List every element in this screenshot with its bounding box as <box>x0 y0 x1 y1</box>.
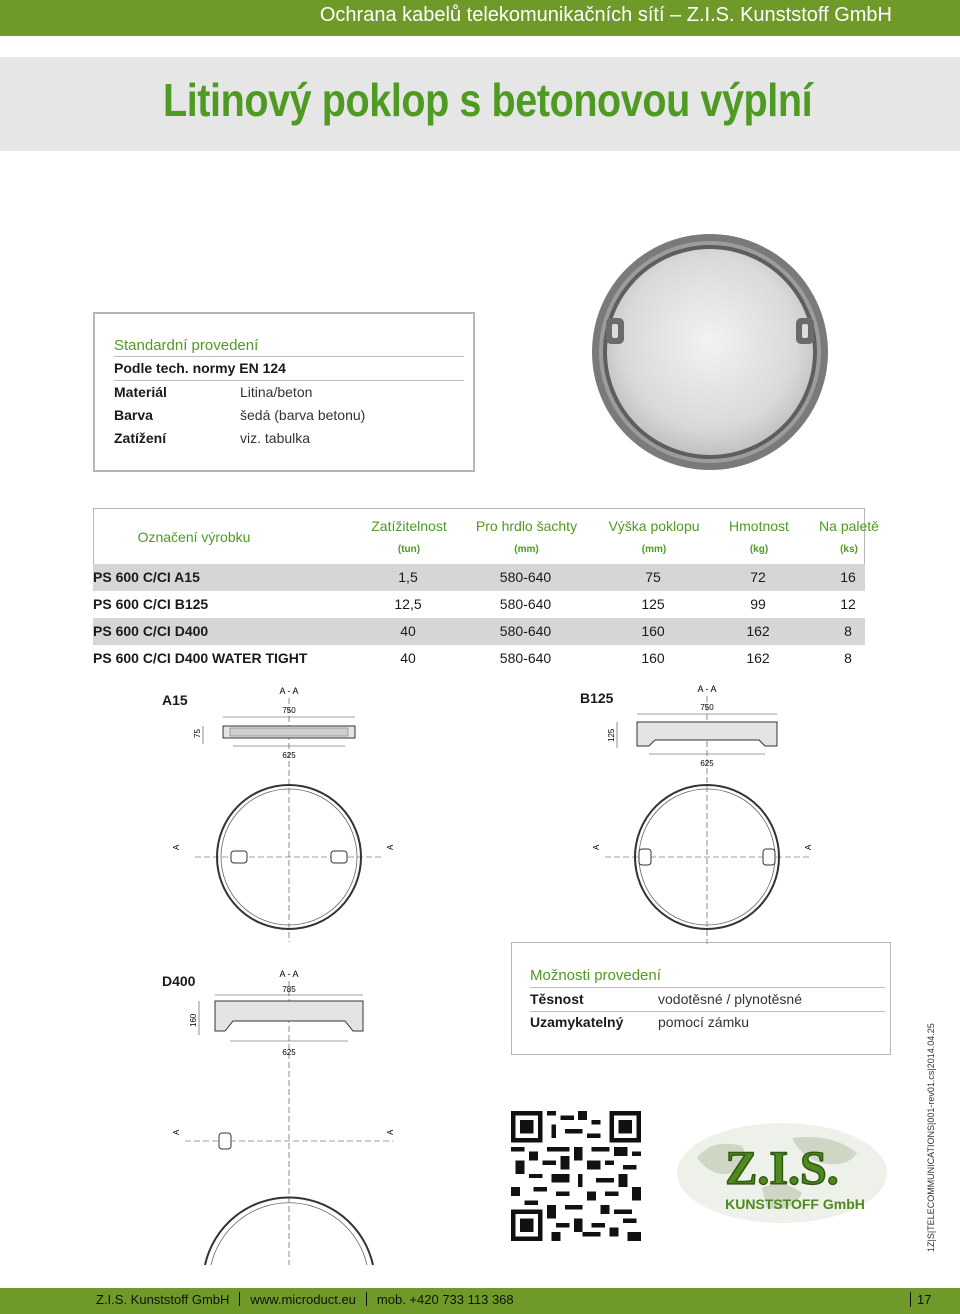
col-unit: (kg) <box>749 544 769 555</box>
cell: 160 <box>641 650 665 666</box>
col-header: Hmotnost <box>729 518 789 534</box>
spec-key: Barva <box>114 407 153 423</box>
cell: 580-640 <box>499 650 552 666</box>
drawing-label-a15: A15 <box>162 692 188 708</box>
cell: 12,5 <box>394 596 422 612</box>
dimension-outer: 785 <box>282 985 296 994</box>
cell-product: PS 600 C/CI D400 WATER TIGHT <box>93 650 308 666</box>
cut-label: A <box>172 844 181 850</box>
section-label: A - A <box>279 686 299 696</box>
table-row <box>93 645 865 672</box>
cell-product: PS 600 C/CI B125 <box>93 596 209 612</box>
cell-product: PS 600 C/CI A15 <box>93 569 200 585</box>
drawing-label-b125: B125 <box>580 690 614 706</box>
document-code: 1Z|S|TELECOMMUNICATIONS|001-rev01.cs|2014.04.25 <box>926 1023 936 1252</box>
cell: 16 <box>840 569 856 585</box>
option-key: Těsnost <box>530 991 584 1007</box>
option-value: pomocí zámku <box>658 1014 750 1030</box>
col-header: Na paletě <box>819 518 879 534</box>
cut-label: A <box>172 1129 181 1135</box>
title-band <box>0 57 960 151</box>
table-row <box>93 564 865 591</box>
cell: 162 <box>746 623 770 639</box>
cell-product: PS 600 C/CI D400 <box>93 623 209 639</box>
spec-value: viz. tabulka <box>240 430 311 446</box>
logo-main-text: Z.I.S. <box>725 1142 839 1195</box>
cell: 40 <box>400 650 416 666</box>
cell: 99 <box>750 596 766 612</box>
option-value: vodotěsné / plynotěsné <box>658 991 802 1007</box>
logo-sub-text: KUNSTSTOFF GmbH <box>725 1196 865 1212</box>
spec-key: Zatížení <box>114 430 167 446</box>
col-header: Označení výrobku <box>137 529 251 545</box>
dimension-height: 160 <box>189 1013 198 1027</box>
footer-bar <box>0 1288 960 1314</box>
cell: 40 <box>400 623 416 639</box>
dimension-inner: 625 <box>700 759 714 768</box>
dimension-height: 125 <box>607 728 616 742</box>
cell: 75 <box>645 569 661 585</box>
cut-label: A <box>592 844 601 850</box>
cell: 580-640 <box>499 569 552 585</box>
cut-label: A <box>804 844 813 850</box>
spec-value: Litina/beton <box>240 384 313 400</box>
col-header: Pro hrdlo šachty <box>475 518 578 534</box>
technical-drawing-b125 <box>592 682 835 952</box>
technical-drawing-d400 <box>172 965 425 1265</box>
dimension-inner: 625 <box>282 751 296 760</box>
footer-web-link[interactable]: www.microduct.eu <box>250 1292 356 1307</box>
product-table <box>93 508 879 676</box>
cell: 160 <box>641 623 665 639</box>
cell: 162 <box>746 650 770 666</box>
spec-standard: Podle tech. normy EN 124 <box>114 360 286 376</box>
col-unit: (tun) <box>397 544 421 555</box>
drawing-label-d400: D400 <box>162 973 196 989</box>
separator <box>239 1292 240 1306</box>
spec-value: šedá (barva betonu) <box>240 407 366 423</box>
divider <box>114 356 464 357</box>
qr-code[interactable] <box>511 1111 641 1241</box>
options-box <box>511 942 891 1055</box>
option-key: Uzamykatelný <box>530 1014 624 1030</box>
page-title: Litinový poklop s betonovou výplní <box>163 74 813 126</box>
col-header: Výška poklopu <box>608 518 700 534</box>
section-label: A - A <box>279 969 299 979</box>
page-number: 17 <box>910 1292 931 1307</box>
options-title: Možnosti provedení <box>530 967 661 984</box>
divider <box>530 1011 885 1012</box>
dimension-outer: 750 <box>700 703 714 712</box>
divider <box>114 380 464 381</box>
dimension-height: 75 <box>193 729 202 738</box>
cell: 12 <box>840 596 856 612</box>
zis-logo <box>672 1118 892 1228</box>
header-bar <box>0 0 960 36</box>
col-unit: (ks) <box>840 544 858 555</box>
manhole-cover-photo <box>590 232 830 472</box>
cell: 580-640 <box>499 596 552 612</box>
spec-box <box>93 312 475 472</box>
cell: 8 <box>844 623 852 639</box>
header-text: Ochrana kabelů telekomunikačních sítí – Z.I.S. Kunststoff GmbH <box>319 4 892 26</box>
technical-drawing-a15 <box>172 682 425 952</box>
spec-key: Materiál <box>114 384 167 400</box>
cut-label: A <box>386 844 395 850</box>
col-unit: (mm) <box>514 544 539 555</box>
cell: 580-640 <box>499 623 552 639</box>
table-header <box>93 508 879 564</box>
table-row <box>93 591 865 618</box>
col-header: Zatížitelnost <box>371 518 447 534</box>
cell: 72 <box>750 569 766 585</box>
spec-title: Standardní provedení <box>114 337 259 354</box>
divider <box>530 987 885 988</box>
separator <box>366 1292 367 1306</box>
footer-phone: mob. +420 733 113 368 <box>376 1292 514 1307</box>
dimension-inner: 625 <box>282 1048 296 1057</box>
cell: 125 <box>641 596 665 612</box>
cut-label: A <box>386 1129 395 1135</box>
footer-company: Z.I.S. Kunststoff GmbH <box>96 1292 230 1307</box>
cell: 8 <box>844 650 852 666</box>
footer-info <box>96 1292 514 1307</box>
col-unit: (mm) <box>641 544 667 555</box>
table-row <box>93 618 865 645</box>
cell: 1,5 <box>398 569 418 585</box>
dimension-outer: 750 <box>282 706 296 715</box>
section-label: A - A <box>697 684 717 694</box>
